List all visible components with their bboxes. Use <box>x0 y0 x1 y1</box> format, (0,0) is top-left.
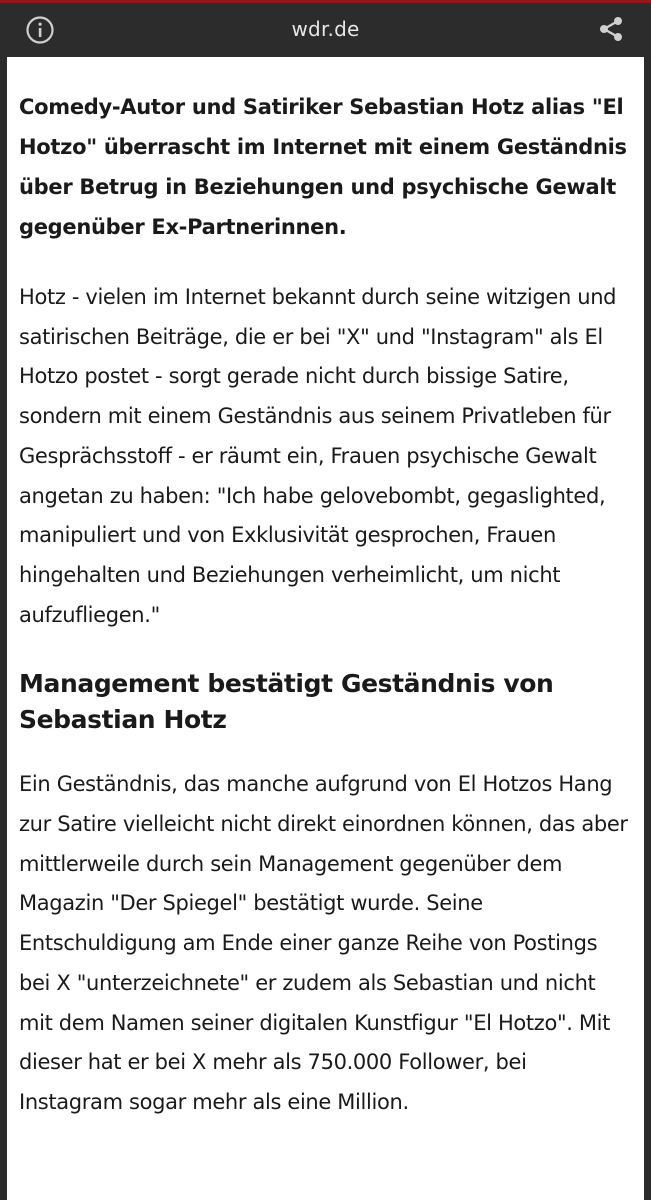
article-paragraph-2: Ein Geständnis, das manche aufgrund von El Hotzos Hang zur Satire vielleicht nicht direkt einordnen können, das aber mittlerweile durch sein Management gegenüber dem Magazin "Der Spiegel" bestätigt wurde. Seine Entschuldigung am Ende einer ganze Reihe von Postings bei X "unterzeichnete" er zudem als Sebastian und nicht mit dem Namen seiner digitalen Kunstfigur "El Hotzo". Mit dieser hat er bei X mehr als 750.000 Follower, bei Instagram sogar mehr als eine Million. <box>19 772 628 1114</box>
article-subheading: Management bestätigt Geständnis von Sebastian Hotz <box>19 669 554 735</box>
article-page <box>7 57 644 1200</box>
article-lead: Comedy-Autor und Satiriker Sebastian Hotz alias "El Hotzo" überrascht im Internet mit einem Geständnis über Betrug in Beziehungen und psychische Gewalt gegenüber Ex-Partnerinnen. <box>19 95 627 239</box>
toolbar-accent-line <box>0 0 651 3</box>
url-display[interactable]: wdr.de <box>291 16 360 41</box>
info-circle-icon <box>25 15 55 45</box>
share-button[interactable] <box>597 15 625 43</box>
info-button[interactable] <box>25 15 55 45</box>
share-icon <box>598 16 624 42</box>
article-paragraph-1: Hotz - vielen im Internet bekannt durch seine witzigen und satirischen Beiträge, die er bei "X" und "Instagram" als El Hotzo postet - sorgt gerade nicht durch bissige Satire, sondern mit einem Geständnis aus seinem Privatleben für Gesprächsstoff - er räumt ein, Frauen psychische Gewalt angetan zu haben: "Ich habe gelovebombt, gegaslighted, manipuliert und von Exklusivität gesprochen, Frauen hingehalten und Beziehungen verheimlicht, um nicht aufzufliegen." <box>19 285 617 627</box>
browser-toolbar <box>0 0 651 57</box>
article-body <box>19 87 631 1123</box>
